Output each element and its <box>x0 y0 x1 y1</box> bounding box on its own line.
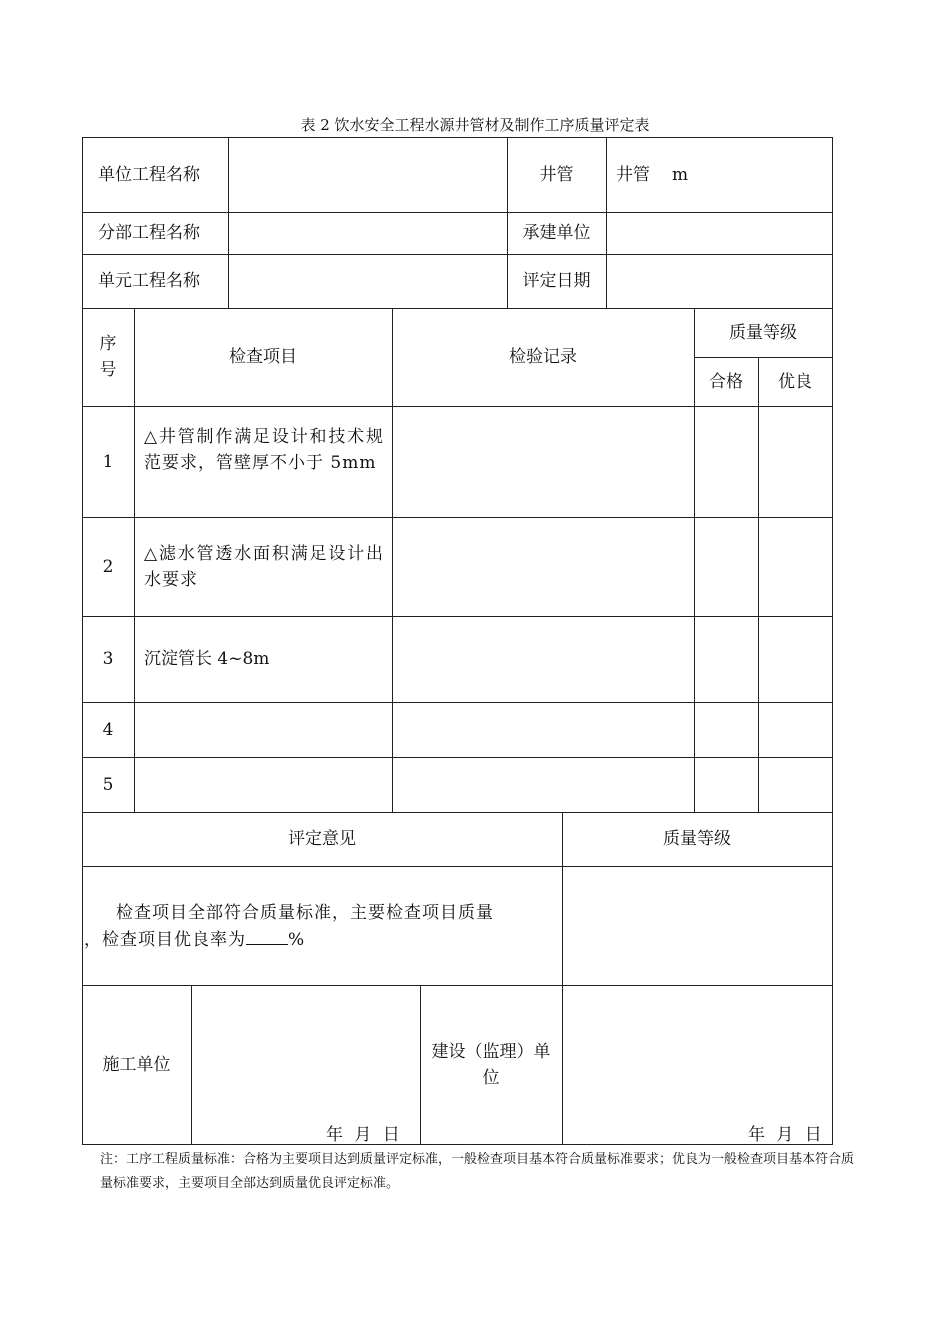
contractor-label: 承建单位 <box>522 223 591 243</box>
check-item-header: 检查项目 <box>229 347 297 367</box>
opinion-text <box>84 900 560 953</box>
opinion-line-2 <box>84 926 560 953</box>
quality-grade-header: 质量等级 <box>729 322 797 343</box>
row-5-pass[interactable] <box>694 757 758 812</box>
well-pipe-unit: m <box>672 164 689 185</box>
row-3-pass[interactable] <box>694 616 758 702</box>
row-4-number: 4 <box>102 719 114 740</box>
contractor-field[interactable] <box>606 212 832 254</box>
row-5-excellent[interactable] <box>758 757 832 812</box>
footnote: 注：工序工程质量标准：合格为主要项目达到质量评定标准，一般检查项目基本符合质量标准要求；优良为一般检查项目基本符合质量标准要求，主要项目全部达到质量优良评定标准。 <box>100 1152 855 1191</box>
unit-project-name-field[interactable] <box>228 137 507 212</box>
row-4-pass[interactable] <box>694 702 758 757</box>
row-3-check-item: 沉淀管长 4~8m <box>144 649 270 669</box>
row-4-excellent[interactable] <box>758 702 832 757</box>
element-project-name-field[interactable] <box>228 254 507 308</box>
well-pipe-label: 井管 <box>539 164 574 185</box>
construction-date: 年 月 日 <box>326 1125 400 1145</box>
unit-project-name-label: 单位工程名称 <box>98 164 200 185</box>
sub-project-name-field[interactable] <box>228 212 507 254</box>
opinion-line-2-prefix: ，检查项目优良率为 <box>84 930 246 950</box>
row-3-number: 3 <box>102 649 114 669</box>
row-5-record[interactable] <box>392 757 694 812</box>
row-3-record[interactable] <box>392 616 694 702</box>
well-pipe-length-field[interactable] <box>606 137 832 212</box>
excellent-rate-blank[interactable] <box>246 926 288 945</box>
construction-unit-label: 施工单位 <box>102 1055 171 1075</box>
row-4-record[interactable] <box>392 702 694 757</box>
row-1-pass[interactable] <box>694 406 758 517</box>
opinion-line-2-suffix: % <box>288 930 306 950</box>
excellent-header: 优良 <box>778 371 812 392</box>
supervision-unit-label: 建设（监理）单位 <box>431 1042 551 1088</box>
opinion-header: 评定意见 <box>288 829 356 849</box>
row-1-number: 1 <box>102 451 114 472</box>
row-2-record[interactable] <box>392 517 694 616</box>
pass-header: 合格 <box>709 371 743 392</box>
opinion-line-1: 检查项目全部符合质量标准，主要检查项目质量 <box>116 903 494 923</box>
seq-header: 序号 <box>99 334 117 380</box>
row-5-number: 5 <box>102 774 114 795</box>
row-1-check-item: △井管制作满足设计和技术规范要求，管壁厚不小于 5mm <box>144 427 384 473</box>
supervision-date: 年 月 日 <box>748 1125 822 1145</box>
row-2-excellent[interactable] <box>758 517 832 616</box>
row-2-number: 2 <box>102 556 114 577</box>
final-grade-header: 质量等级 <box>663 829 731 849</box>
form-title: 表 2 饮水安全工程水源井管材及制作工序质量评定表 <box>300 116 650 134</box>
record-header: 检验记录 <box>509 347 577 367</box>
sub-project-name-label: 分部工程名称 <box>98 223 200 243</box>
eval-date-label: 评定日期 <box>522 271 591 291</box>
eval-date-field[interactable] <box>606 254 832 308</box>
row-1-record[interactable] <box>392 406 694 517</box>
row-2-check-item: △滤水管透水面积满足设计出水要求 <box>144 544 384 590</box>
row-1-excellent[interactable] <box>758 406 832 517</box>
row-3-excellent[interactable] <box>758 616 832 702</box>
element-project-name-label: 单元工程名称 <box>98 271 200 291</box>
row-2-pass[interactable] <box>694 517 758 616</box>
row-5-check-item[interactable] <box>144 757 384 812</box>
row-4-check-item[interactable] <box>144 702 384 757</box>
well-pipe-prefix: 井管 <box>616 164 650 185</box>
final-grade-field[interactable] <box>562 866 832 985</box>
